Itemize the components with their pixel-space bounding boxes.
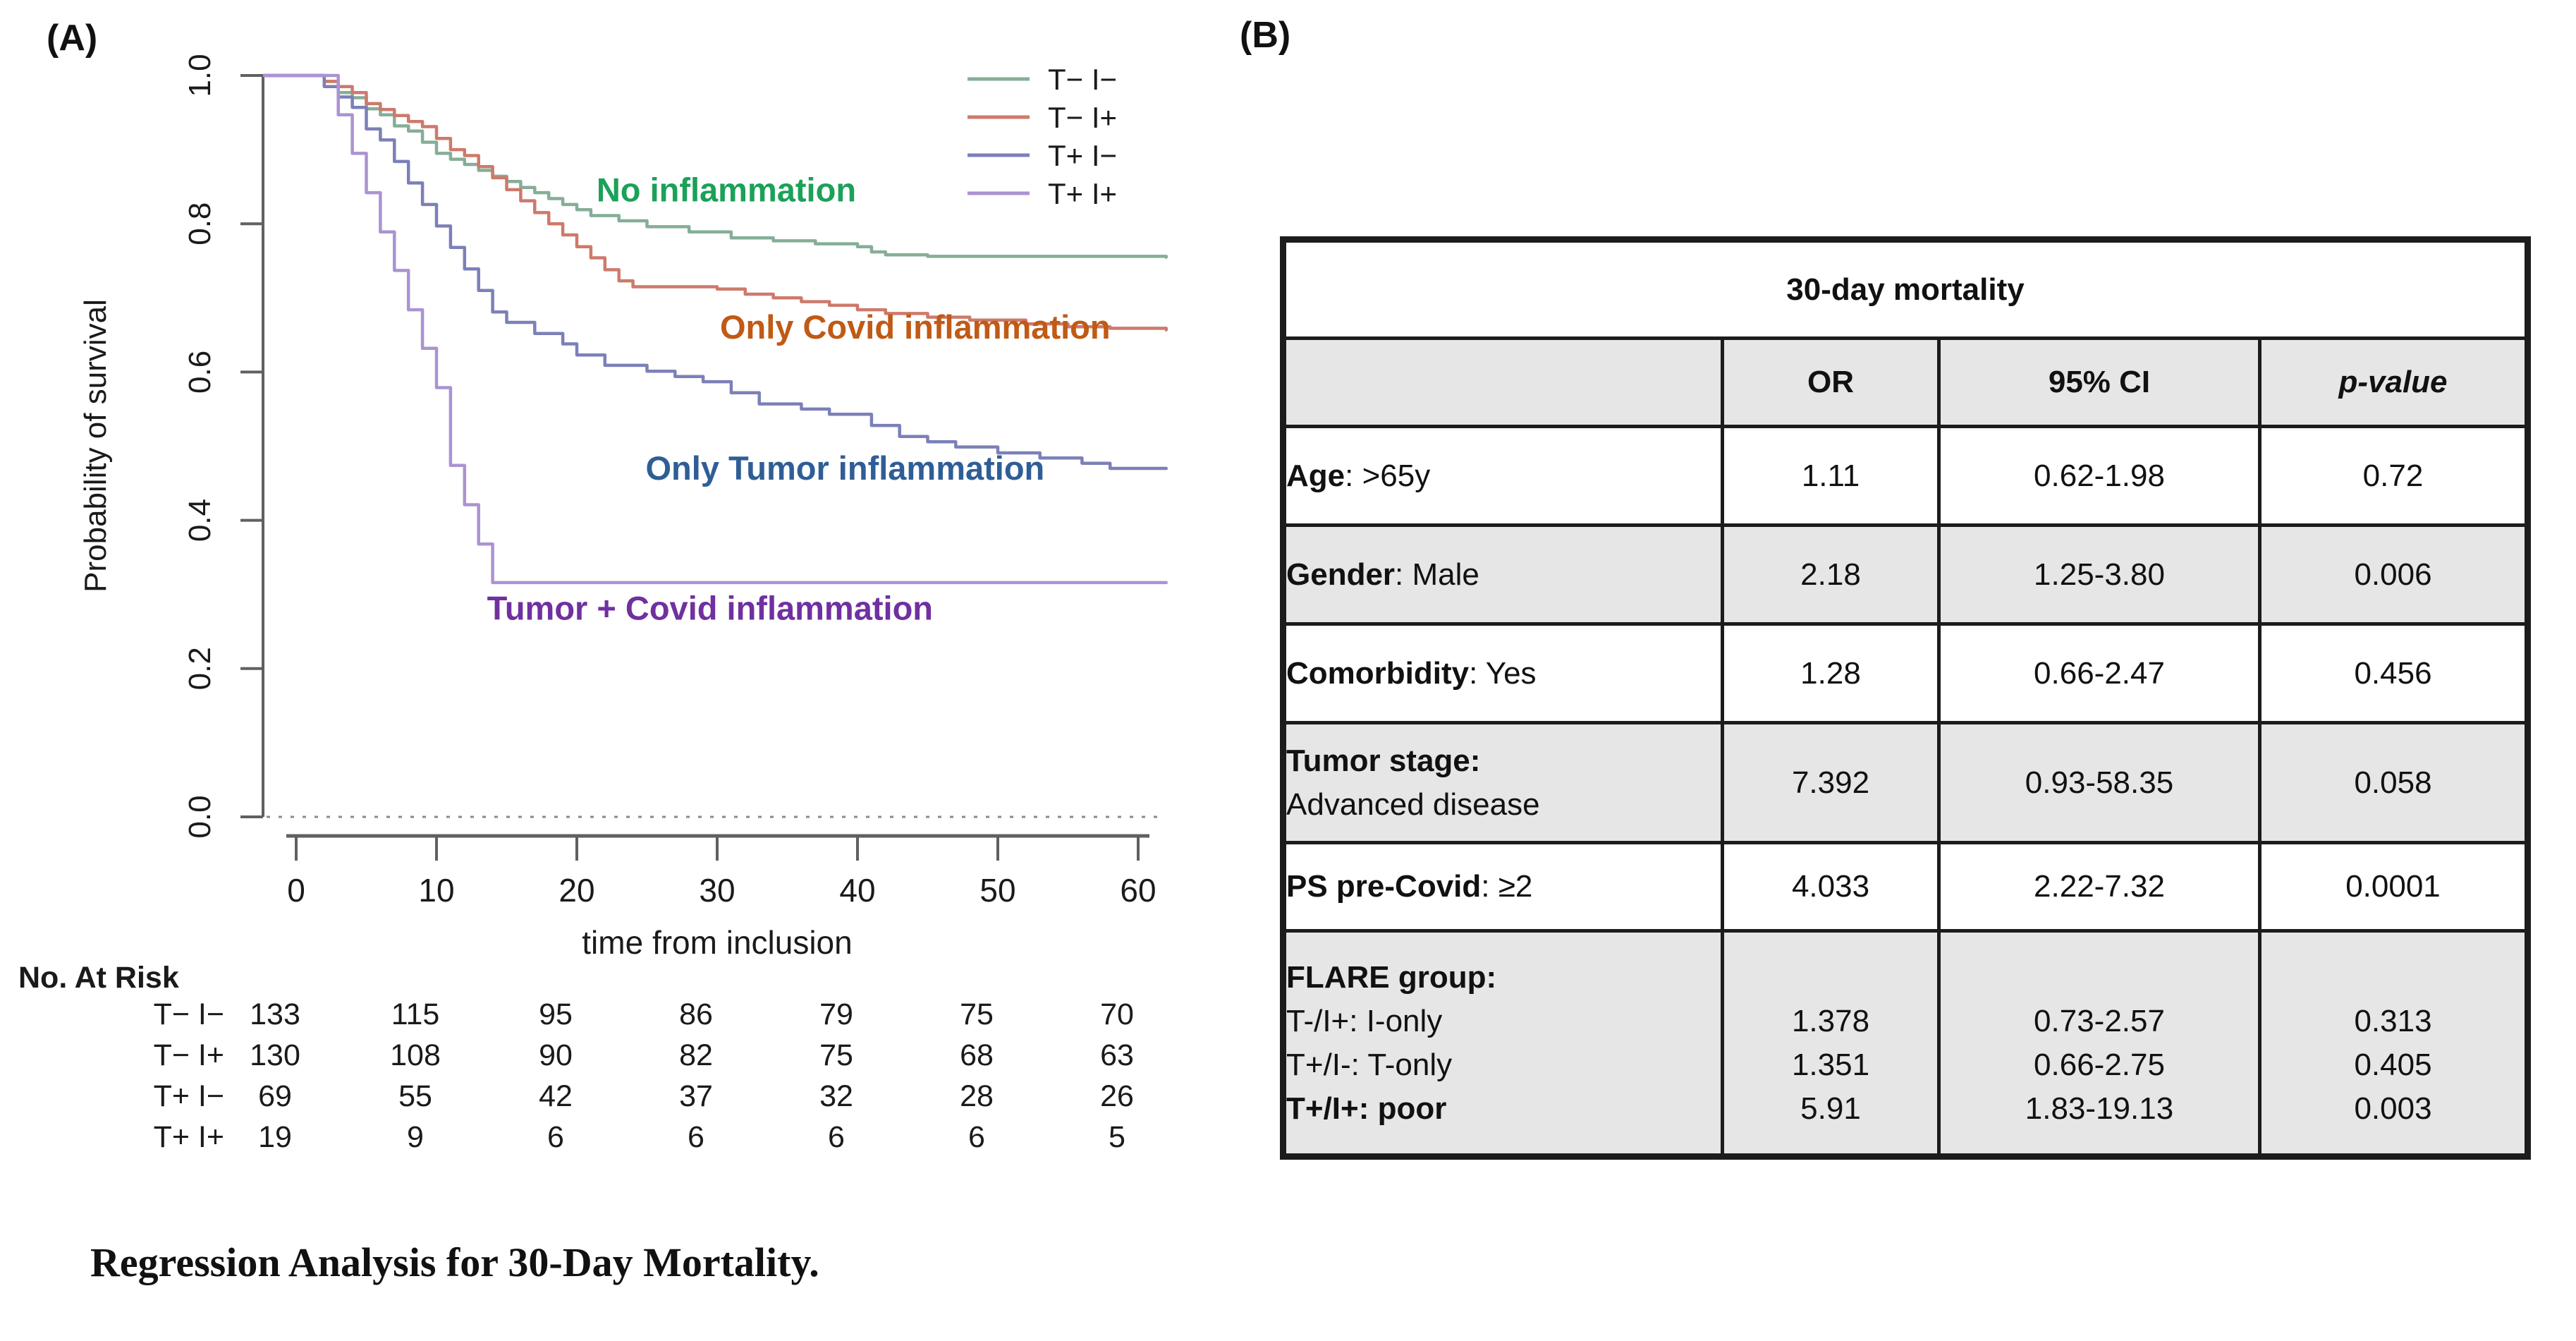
y-tick-label: 0.4 — [183, 499, 217, 542]
at-risk-count: 19 — [258, 1120, 292, 1154]
row-label: FLARE group: T-/I+: I-only T+/I-: T-only T+/I+: poor — [1283, 931, 1723, 1157]
curve-T− I− — [263, 75, 1166, 257]
x-tick-label: 20 — [558, 872, 595, 909]
table-header-row — [1283, 339, 2528, 427]
row-label: PS pre-Covid: ≥2 — [1283, 843, 1723, 931]
or-value: 4.033 — [1723, 843, 1939, 931]
row-label: Comorbidity: Yes — [1283, 624, 1723, 723]
p-value: 0.0001 — [2260, 843, 2528, 931]
at-risk-count: 69 — [258, 1079, 292, 1113]
column-header: OR — [1723, 339, 1939, 427]
column-header: 95% CI — [1939, 339, 2260, 427]
y-tick-label: 0.0 — [183, 795, 217, 839]
x-tick-label: 10 — [418, 872, 455, 909]
at-risk-count: 82 — [679, 1038, 713, 1072]
at-risk-count: 6 — [547, 1120, 564, 1154]
at-risk-group: T− I− — [153, 997, 224, 1031]
at-risk-count: 90 — [539, 1038, 573, 1072]
or-value: 1.28 — [1723, 624, 1939, 723]
table-title: 30-day mortality — [1283, 240, 2528, 339]
at-risk-count: 37 — [679, 1079, 713, 1113]
y-tick-label: 0.8 — [183, 202, 217, 245]
ci-value: 1.25-3.80 — [1939, 526, 2260, 624]
or-value: 1.378 1.351 5.91 — [1723, 931, 1939, 1157]
x-tick-label: 50 — [979, 872, 1016, 909]
at-risk-count: 133 — [250, 997, 300, 1031]
table-row — [1283, 931, 2528, 1157]
ci-value: 0.93-58.35 — [1939, 723, 2260, 843]
table-row — [1283, 723, 2528, 843]
at-risk-count: 42 — [539, 1079, 573, 1113]
table-row — [1283, 624, 2528, 723]
panel-b-label: (B) — [1240, 15, 1291, 56]
column-header — [1283, 339, 1723, 427]
at-risk-count: 28 — [960, 1079, 994, 1113]
table-row — [1283, 427, 2528, 526]
at-risk-count: 5 — [1109, 1120, 1125, 1154]
x-tick-label: 30 — [699, 872, 735, 909]
x-axis-title: time from inclusion — [582, 924, 853, 961]
curve-annotation: Tumor + Covid inflammation — [487, 589, 934, 627]
legend-label: T+ I− — [1048, 139, 1118, 172]
y-axis-title: Probability of survival — [78, 299, 113, 593]
mortality-table — [1280, 236, 2531, 1160]
table-row — [1283, 526, 2528, 624]
or-value: 2.18 — [1723, 526, 1939, 624]
p-value: 0.456 — [2260, 624, 2528, 723]
table-title-row — [1283, 240, 2528, 339]
row-label: Gender: Male — [1283, 526, 1723, 624]
at-risk-group: T+ I− — [153, 1079, 224, 1113]
ci-value: 2.22-7.32 — [1939, 843, 2260, 931]
at-risk-group: T− I+ — [153, 1038, 224, 1072]
x-tick-label: 0 — [287, 872, 305, 909]
mortality-table-grid — [1280, 236, 2531, 1160]
at-risk-count: 108 — [390, 1038, 441, 1072]
panel-a-label: (A) — [47, 18, 98, 59]
at-risk-count: 32 — [819, 1079, 853, 1113]
ci-value: 0.62-1.98 — [1939, 427, 2260, 526]
p-value: 0.006 — [2260, 526, 2528, 624]
legend-label: T+ I+ — [1048, 177, 1118, 210]
y-tick-label: 0.2 — [183, 647, 217, 691]
y-tick-label: 0.6 — [183, 350, 217, 394]
at-risk-count: 115 — [391, 997, 440, 1031]
ci-value: 0.73-2.57 0.66-2.75 1.83-19.13 — [1939, 931, 2260, 1157]
row-label: Age: >65y — [1283, 427, 1723, 526]
or-value: 7.392 — [1723, 723, 1939, 843]
table-row — [1283, 843, 2528, 931]
p-value: 0.058 — [2260, 723, 2528, 843]
y-tick-label: 1.0 — [183, 54, 217, 97]
at-risk-count: 68 — [960, 1038, 994, 1072]
curve-annotation: Only Covid inflammation — [719, 308, 1111, 346]
at-risk-count: 6 — [828, 1120, 845, 1154]
km-survival-chart — [0, 0, 1199, 1171]
at-risk-count: 95 — [539, 997, 573, 1031]
at-risk-count: 6 — [968, 1120, 985, 1154]
at-risk-count: 63 — [1100, 1038, 1134, 1072]
p-value: 0.313 0.405 0.003 — [2260, 931, 2528, 1157]
at-risk-count: 9 — [407, 1120, 424, 1154]
at-risk-count: 79 — [819, 997, 853, 1031]
at-risk-count: 86 — [679, 997, 713, 1031]
x-tick-label: 40 — [839, 872, 876, 909]
at-risk-count: 70 — [1100, 997, 1134, 1031]
at-risk-count: 130 — [250, 1038, 300, 1072]
at-risk-count: 6 — [688, 1120, 704, 1154]
at-risk-count: 26 — [1100, 1079, 1134, 1113]
column-header: p-value — [2260, 339, 2528, 427]
at-risk-count: 75 — [960, 997, 994, 1031]
at-risk-count: 75 — [819, 1038, 853, 1072]
at-risk-group: T+ I+ — [153, 1120, 224, 1154]
p-value: 0.72 — [2260, 427, 2528, 526]
curve-annotation: Only Tumor inflammation — [645, 449, 1045, 487]
at-risk-count: 55 — [398, 1079, 432, 1113]
legend-label: T− I+ — [1048, 101, 1118, 134]
ci-value: 0.66-2.47 — [1939, 624, 2260, 723]
figure-caption: Regression Analysis for 30-Day Mortality. — [90, 1239, 819, 1285]
x-tick-label: 60 — [1120, 872, 1156, 909]
row-label: Tumor stage: Advanced disease — [1283, 723, 1723, 843]
legend-label: T− I− — [1048, 63, 1118, 96]
curve-annotation: No inflammation — [596, 171, 857, 209]
or-value: 1.11 — [1723, 427, 1939, 526]
at-risk-title: No. At Risk — [18, 961, 179, 995]
